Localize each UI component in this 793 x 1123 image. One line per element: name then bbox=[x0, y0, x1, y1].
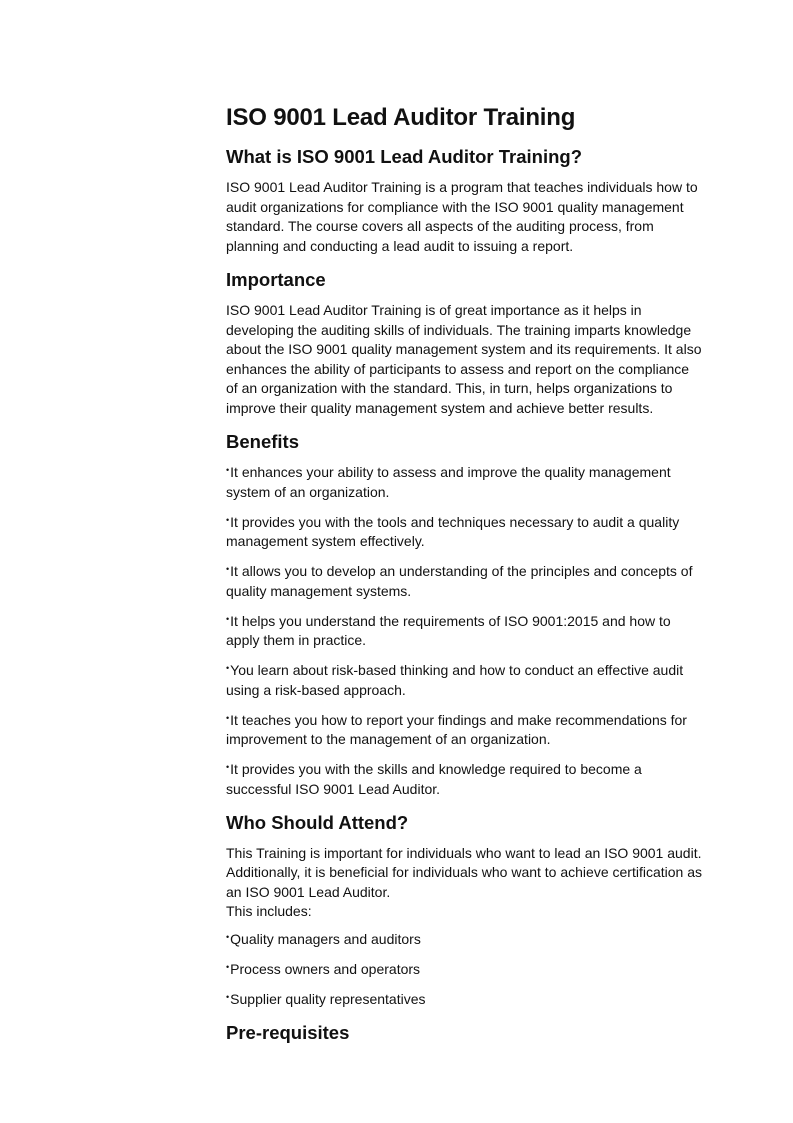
list-item bbox=[226, 930, 704, 950]
list-item bbox=[226, 990, 704, 1010]
list-item bbox=[226, 661, 704, 700]
section-heading-what: What is ISO 9001 Lead Auditor Training? bbox=[226, 146, 583, 167]
list-item bbox=[226, 711, 704, 750]
bullet-icon: • bbox=[226, 712, 230, 723]
bullet-icon: • bbox=[226, 613, 230, 624]
attendees-list bbox=[226, 930, 704, 1010]
list-item bbox=[226, 562, 704, 601]
attend-intro: This Training is important for individuals who want to lead an ISO 9001 audit. Additionally, it is beneficial for individuals who want to achieve certification as an ISO 9001 Lead Auditor. bbox=[226, 844, 702, 900]
section-body-what: ISO 9001 Lead Auditor Training is a program that teaches individuals how to audit organizations for compliance with the ISO 9001 quality management standard. The course covers all aspects of the auditing process, from planning and conducting a lead audit to issuing a report. bbox=[226, 179, 698, 254]
bullet-icon: • bbox=[226, 991, 230, 1002]
list-item-text: Quality managers and auditors bbox=[230, 930, 421, 947]
section-heading-benefits: Benefits bbox=[226, 431, 299, 452]
bullet-icon: • bbox=[226, 465, 230, 475]
section-body-attend bbox=[226, 844, 704, 922]
list-item bbox=[226, 513, 704, 552]
list-item bbox=[226, 612, 704, 651]
list-item bbox=[226, 960, 704, 980]
list-item-text: You learn about risk-based thinking and how to conduct an effective audit using a risk-based approach. bbox=[226, 662, 684, 698]
list-item bbox=[226, 463, 704, 502]
section-heading-attend: Who Should Attend? bbox=[226, 811, 409, 833]
bullet-icon: • bbox=[226, 961, 230, 972]
bullet-icon: • bbox=[226, 762, 230, 772]
section-heading-prereq: Pre-requisites bbox=[226, 1021, 350, 1043]
benefits-list bbox=[226, 463, 704, 799]
list-item-text: Process owners and operators bbox=[230, 960, 421, 977]
list-item-text: It provides you with the tools and techniques necessary to audit a quality management system effectively. bbox=[226, 513, 680, 549]
page-title: ISO 9001 Lead Auditor Training bbox=[226, 104, 576, 131]
list-item bbox=[226, 760, 704, 799]
list-item-text: It provides you with the skills and knowledge required to become a successful ISO 9001 Lead Auditor. bbox=[226, 761, 642, 797]
list-item-text: It helps you understand the requirements of ISO 9001:2015 and how to apply them in practice. bbox=[226, 612, 671, 648]
attend-includes: This includes: bbox=[226, 903, 312, 919]
bullet-icon: • bbox=[226, 514, 230, 525]
list-item-text: It teaches you how to report your findings and make recommendations for improvement to the management of an organization. bbox=[226, 711, 687, 747]
section-body-importance: ISO 9001 Lead Auditor Training is of great importance as it helps in developing the auditing skills of individuals. The training imparts knowledge about the ISO 9001 quality management system and its requirements. It also enhances the ability of participants to assess and report on the compliance of an organization with the standard. This, in turn, helps organizations to improve their quality management system and achieve better results. bbox=[226, 302, 702, 416]
bullet-icon: • bbox=[226, 663, 230, 673]
bullet-icon: • bbox=[226, 931, 230, 942]
list-item-text: It enhances your ability to assess and improve the quality management system of an organization. bbox=[226, 464, 671, 500]
section-heading-importance: Importance bbox=[226, 269, 326, 290]
bullet-icon: • bbox=[226, 564, 230, 574]
document-page bbox=[226, 102, 704, 1054]
list-item-text: It allows you to develop an understanding of the principles and concepts of quality management systems. bbox=[226, 563, 693, 599]
list-item-text: Supplier quality representatives bbox=[230, 990, 426, 1007]
